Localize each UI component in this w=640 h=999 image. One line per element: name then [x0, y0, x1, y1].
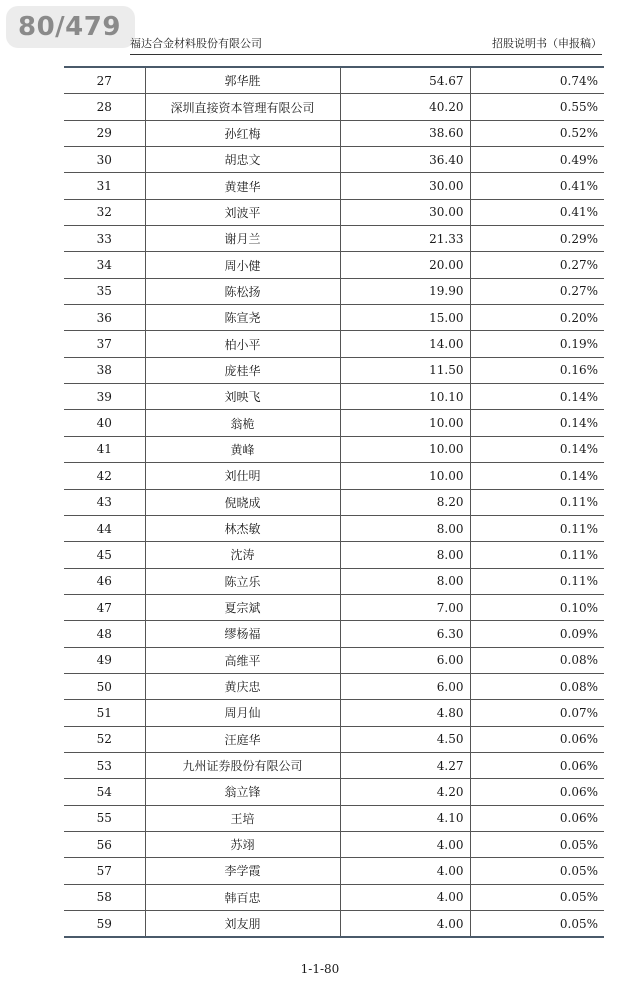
row-number: 51 [64, 700, 145, 726]
table-row [64, 542, 604, 568]
row-number: 47 [64, 594, 145, 620]
share-count: 8.00 [340, 542, 470, 568]
table-row [64, 673, 604, 699]
table-row [64, 594, 604, 620]
row-number: 31 [64, 173, 145, 199]
share-count: 21.33 [340, 226, 470, 252]
shareholder-table-body [64, 67, 604, 937]
share-count: 4.10 [340, 805, 470, 831]
table-row [64, 752, 604, 778]
share-ratio: 0.11% [470, 489, 604, 515]
share-ratio: 0.14% [470, 463, 604, 489]
table-row [64, 357, 604, 383]
shareholder-name: 陈松扬 [145, 278, 340, 304]
row-number: 40 [64, 410, 145, 436]
table-row [64, 726, 604, 752]
share-ratio: 0.27% [470, 278, 604, 304]
shareholder-name: 苏翊 [145, 831, 340, 857]
table-row [64, 568, 604, 594]
shareholder-name: 翁桅 [145, 410, 340, 436]
row-number: 52 [64, 726, 145, 752]
row-number: 50 [64, 673, 145, 699]
row-number: 48 [64, 621, 145, 647]
shareholder-name: 刘映飞 [145, 384, 340, 410]
share-ratio: 0.52% [470, 120, 604, 146]
shareholder-name: 柏小平 [145, 331, 340, 357]
table-row [64, 120, 604, 146]
shareholder-name: 陈立乐 [145, 568, 340, 594]
share-ratio: 0.08% [470, 673, 604, 699]
shareholder-name: 夏宗斌 [145, 594, 340, 620]
table-row [64, 226, 604, 252]
share-count: 4.00 [340, 831, 470, 857]
shareholder-name: 王培 [145, 805, 340, 831]
share-count: 8.00 [340, 515, 470, 541]
table-row [64, 779, 604, 805]
table-row [64, 199, 604, 225]
share-ratio: 0.05% [470, 858, 604, 884]
share-ratio: 0.06% [470, 805, 604, 831]
share-count: 30.00 [340, 173, 470, 199]
shareholder-name: 倪晓成 [145, 489, 340, 515]
table-row [64, 884, 604, 910]
table-row [64, 436, 604, 462]
shareholder-table-wrapper [64, 66, 604, 938]
row-number: 32 [64, 199, 145, 225]
share-count: 36.40 [340, 147, 470, 173]
shareholder-name: 陈宣尧 [145, 305, 340, 331]
share-ratio: 0.11% [470, 542, 604, 568]
share-ratio: 0.05% [470, 911, 604, 938]
table-row [64, 621, 604, 647]
shareholder-name: 九州证券股份有限公司 [145, 752, 340, 778]
page-footer [0, 962, 640, 976]
share-ratio: 0.06% [470, 726, 604, 752]
share-ratio: 0.20% [470, 305, 604, 331]
shareholder-table [64, 66, 604, 938]
table-row [64, 67, 604, 94]
shareholder-name: 刘仕明 [145, 463, 340, 489]
share-ratio: 0.16% [470, 357, 604, 383]
shareholder-name: 郭华胜 [145, 67, 340, 94]
share-count: 54.67 [340, 67, 470, 94]
share-ratio: 0.14% [470, 410, 604, 436]
share-ratio: 0.10% [470, 594, 604, 620]
share-count: 10.10 [340, 384, 470, 410]
share-count: 4.27 [340, 752, 470, 778]
shareholder-name: 翁立锋 [145, 779, 340, 805]
share-ratio: 0.74% [470, 67, 604, 94]
shareholder-name: 韩百忠 [145, 884, 340, 910]
row-number: 46 [64, 568, 145, 594]
shareholder-name: 胡忠文 [145, 147, 340, 173]
share-ratio: 0.14% [470, 436, 604, 462]
table-row [64, 173, 604, 199]
document-header [130, 33, 602, 55]
shareholder-name: 庞桂华 [145, 357, 340, 383]
share-ratio: 0.41% [470, 199, 604, 225]
row-number: 41 [64, 436, 145, 462]
shareholder-name: 深圳直接资本管理有限公司 [145, 94, 340, 120]
table-row [64, 305, 604, 331]
row-number: 59 [64, 911, 145, 938]
table-row [64, 515, 604, 541]
row-number: 29 [64, 120, 145, 146]
share-ratio: 0.14% [470, 384, 604, 410]
share-count: 30.00 [340, 199, 470, 225]
shareholder-name: 缪杨福 [145, 621, 340, 647]
share-count: 8.00 [340, 568, 470, 594]
row-number: 54 [64, 779, 145, 805]
table-row [64, 489, 604, 515]
share-count: 4.00 [340, 858, 470, 884]
table-row [64, 463, 604, 489]
row-number: 57 [64, 858, 145, 884]
share-count: 15.00 [340, 305, 470, 331]
share-count: 4.50 [340, 726, 470, 752]
share-count: 14.00 [340, 331, 470, 357]
shareholder-name: 刘波平 [145, 199, 340, 225]
share-count: 10.00 [340, 410, 470, 436]
share-count: 4.00 [340, 911, 470, 938]
document-type: 招股说明书（申报稿） [492, 37, 602, 50]
share-ratio: 0.08% [470, 647, 604, 673]
share-count: 7.00 [340, 594, 470, 620]
share-ratio: 0.11% [470, 568, 604, 594]
share-count: 38.60 [340, 120, 470, 146]
shareholder-name: 谢月兰 [145, 226, 340, 252]
row-number: 34 [64, 252, 145, 278]
shareholder-name: 周小健 [145, 252, 340, 278]
shareholder-name: 李学霞 [145, 858, 340, 884]
row-number: 44 [64, 515, 145, 541]
share-ratio: 0.11% [470, 515, 604, 541]
share-count: 6.30 [340, 621, 470, 647]
share-count: 4.80 [340, 700, 470, 726]
share-count: 10.00 [340, 463, 470, 489]
table-row [64, 831, 604, 857]
share-count: 6.00 [340, 673, 470, 699]
row-number: 27 [64, 67, 145, 94]
row-number: 39 [64, 384, 145, 410]
table-row [64, 94, 604, 120]
table-row [64, 331, 604, 357]
share-ratio: 0.19% [470, 331, 604, 357]
table-row [64, 252, 604, 278]
row-number: 55 [64, 805, 145, 831]
table-row [64, 278, 604, 304]
row-number: 33 [64, 226, 145, 252]
table-row [64, 700, 604, 726]
table-row [64, 384, 604, 410]
share-count: 20.00 [340, 252, 470, 278]
shareholder-name: 周月仙 [145, 700, 340, 726]
row-number: 43 [64, 489, 145, 515]
share-ratio: 0.27% [470, 252, 604, 278]
share-count: 40.20 [340, 94, 470, 120]
row-number: 38 [64, 357, 145, 383]
share-ratio: 0.41% [470, 173, 604, 199]
row-number: 28 [64, 94, 145, 120]
row-number: 36 [64, 305, 145, 331]
table-row [64, 647, 604, 673]
table-row [64, 147, 604, 173]
share-count: 11.50 [340, 357, 470, 383]
row-number: 37 [64, 331, 145, 357]
shareholder-name: 林杰敏 [145, 515, 340, 541]
row-number: 58 [64, 884, 145, 910]
shareholder-name: 刘友朋 [145, 911, 340, 938]
row-number: 35 [64, 278, 145, 304]
shareholder-name: 汪庭华 [145, 726, 340, 752]
share-ratio: 0.55% [470, 94, 604, 120]
shareholder-name: 黄峰 [145, 436, 340, 462]
page-number: 1-1-80 [300, 962, 340, 976]
row-number: 49 [64, 647, 145, 673]
share-ratio: 0.09% [470, 621, 604, 647]
share-count: 10.00 [340, 436, 470, 462]
share-ratio: 0.06% [470, 779, 604, 805]
share-count: 4.20 [340, 779, 470, 805]
row-number: 53 [64, 752, 145, 778]
share-ratio: 0.05% [470, 884, 604, 910]
share-count: 8.20 [340, 489, 470, 515]
shareholder-name: 孙红梅 [145, 120, 340, 146]
table-row [64, 805, 604, 831]
shareholder-name: 黄庆忠 [145, 673, 340, 699]
share-ratio: 0.49% [470, 147, 604, 173]
row-number: 42 [64, 463, 145, 489]
share-ratio: 0.07% [470, 700, 604, 726]
table-row [64, 410, 604, 436]
share-ratio: 0.29% [470, 226, 604, 252]
share-count: 6.00 [340, 647, 470, 673]
company-name: 福达合金材料股份有限公司 [130, 37, 262, 50]
share-ratio: 0.06% [470, 752, 604, 778]
share-ratio: 0.05% [470, 831, 604, 857]
shareholder-name: 黄建华 [145, 173, 340, 199]
table-row [64, 858, 604, 884]
shareholder-name: 高维平 [145, 647, 340, 673]
row-number: 30 [64, 147, 145, 173]
share-count: 19.90 [340, 278, 470, 304]
shareholder-name: 沈涛 [145, 542, 340, 568]
share-count: 4.00 [340, 884, 470, 910]
row-number: 45 [64, 542, 145, 568]
table-row [64, 911, 604, 938]
row-number: 56 [64, 831, 145, 857]
page-counter-badge: 80/479 [6, 6, 135, 48]
